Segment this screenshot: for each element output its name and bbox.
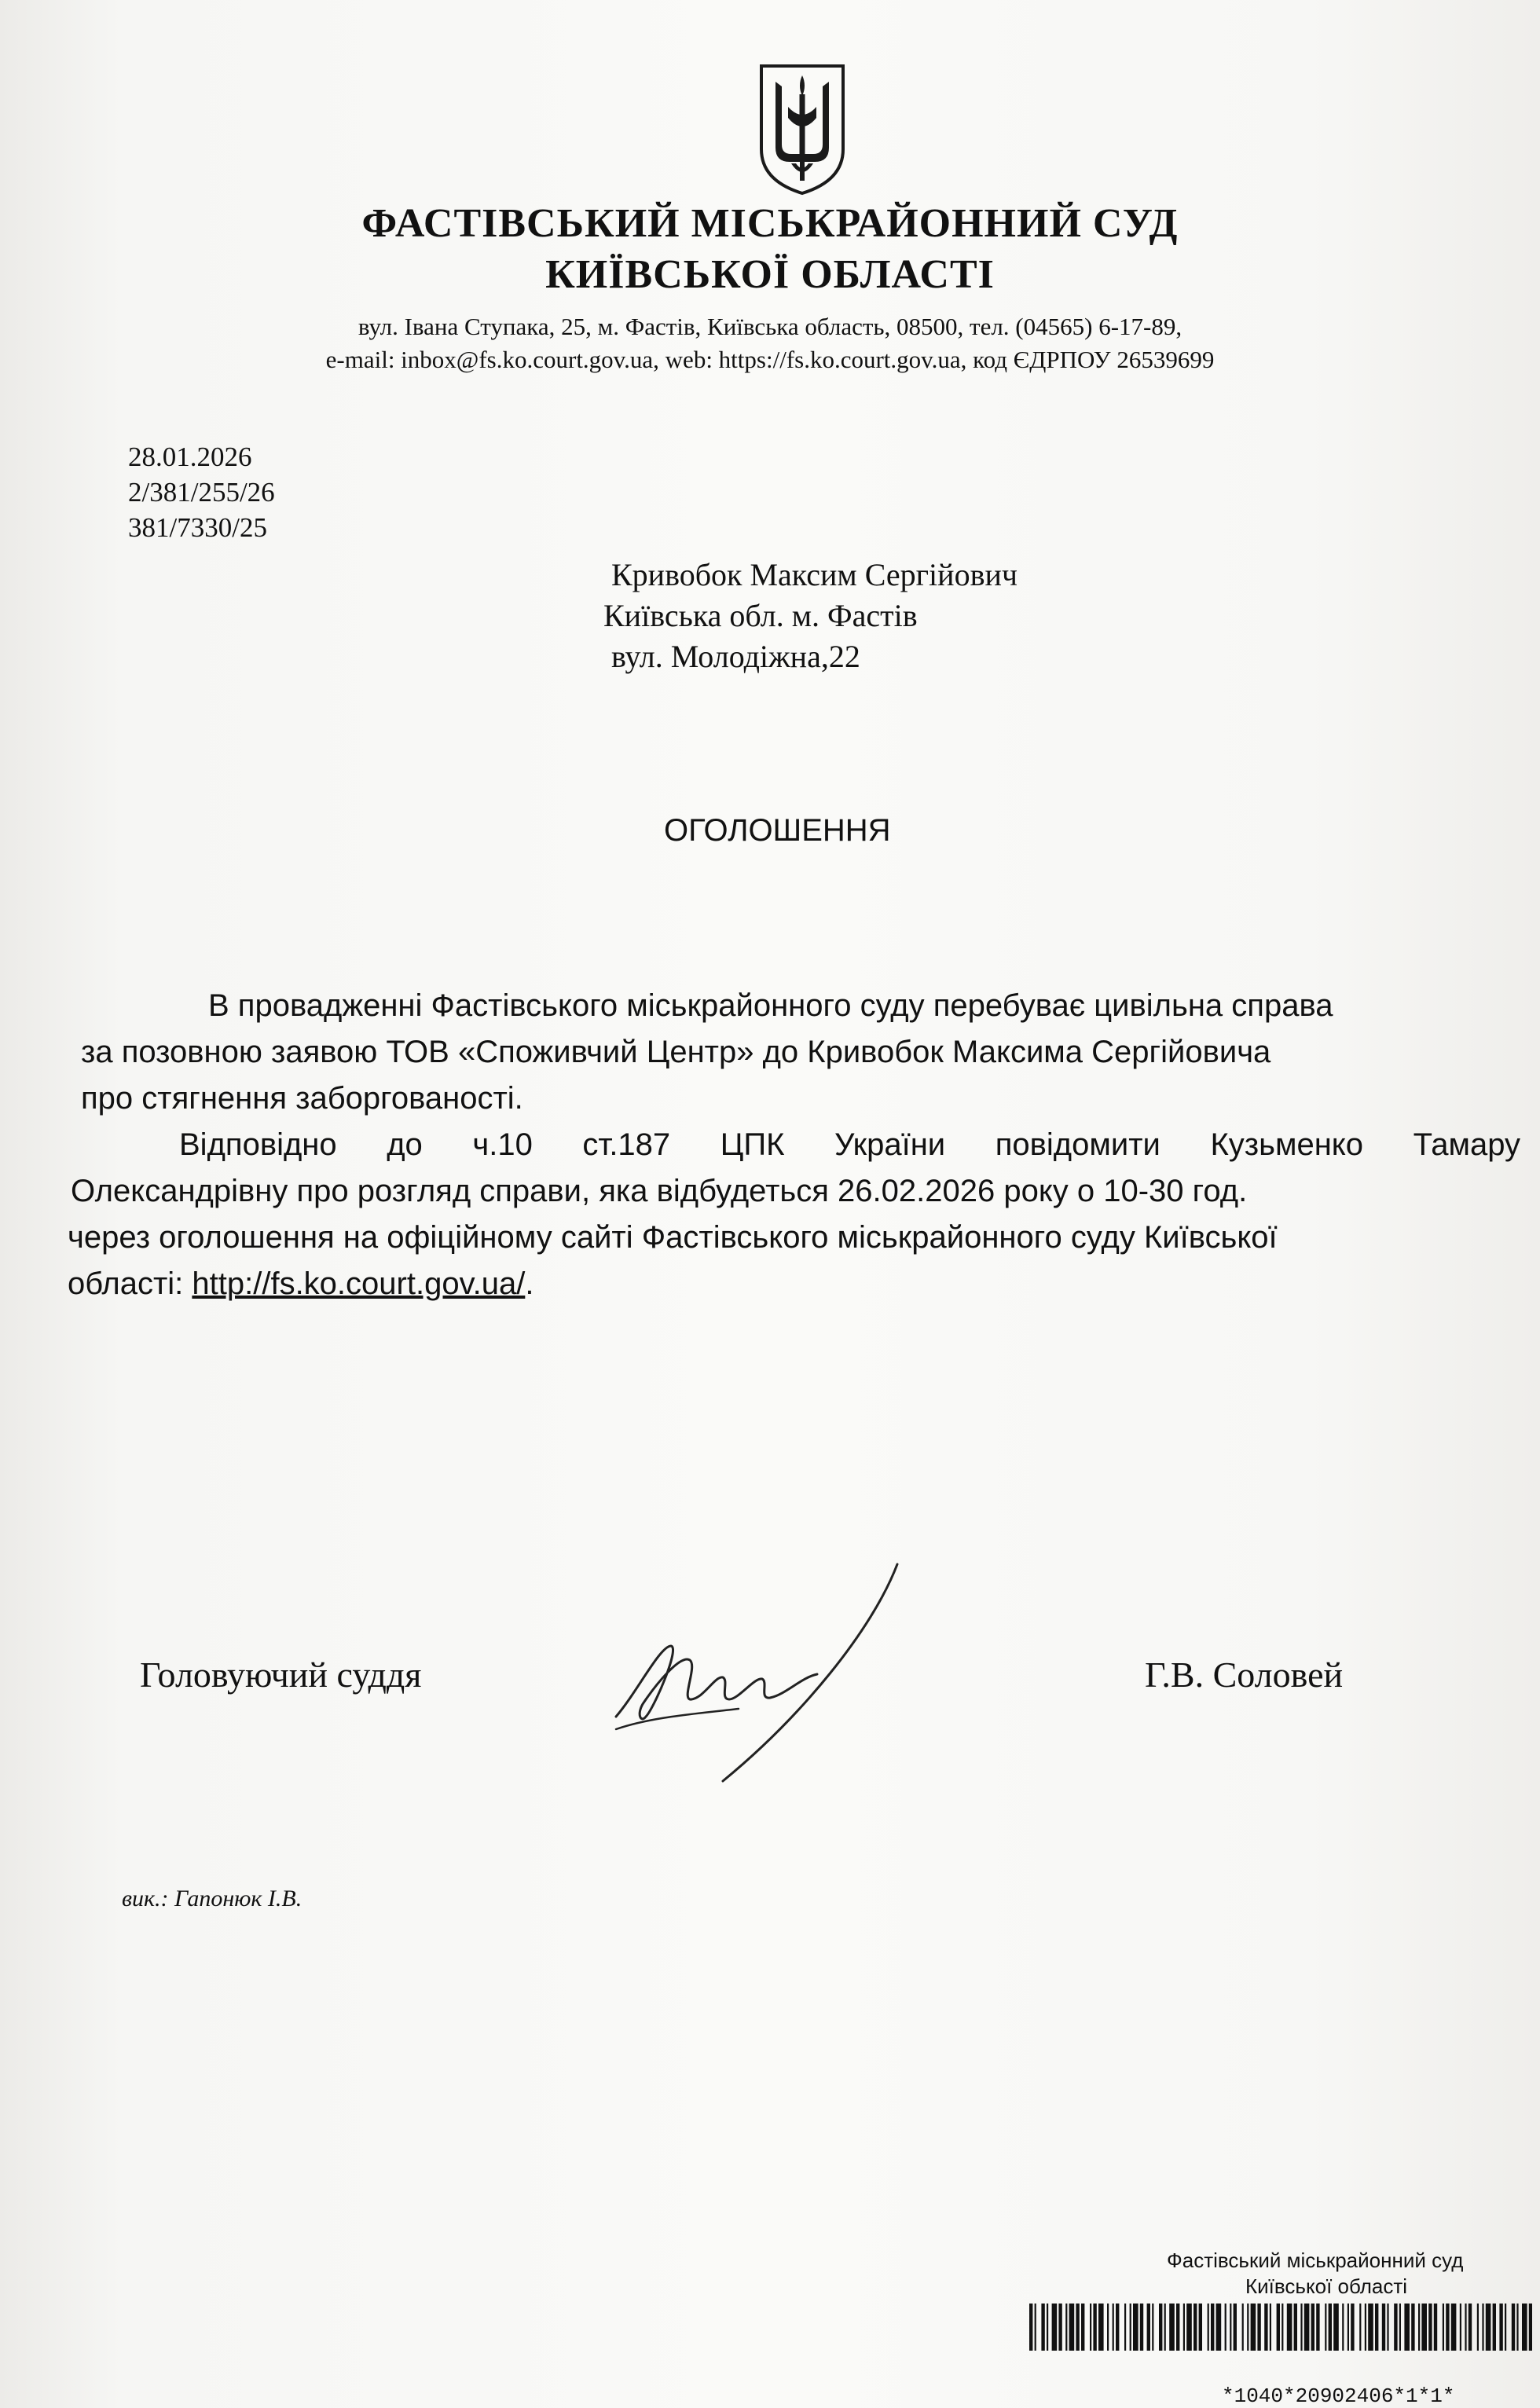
case-number: 381/7330/25: [128, 512, 267, 543]
recipient-city: Київська обл. м. Фастів: [603, 598, 918, 633]
notice-p1-line2: за позовною заявою ТОВ «Споживчий Центр» до Кривобок Максима Сергійовича: [81, 1035, 1271, 1069]
notice-p2-line4-suffix: .: [525, 1266, 534, 1301]
coat-of-arms-icon: [758, 63, 846, 196]
registration-number: 2/381/255/26: [128, 477, 275, 508]
barcode-image: [1029, 2304, 1532, 2351]
judge-role: Головуючий суддя: [140, 1655, 422, 1695]
notice-p1-line3: про стягнення заборгованості.: [81, 1081, 523, 1116]
court-address: вул. Івана Ступака, 25, м. Фастів, Київська область, 08500, тел. (04565) 6-17-89,: [358, 313, 1182, 340]
judge-name: Г.В. Соловей: [1145, 1655, 1344, 1695]
stamp-court-name: Фастівський міськрайонний суд: [1167, 2249, 1464, 2272]
executor-note: вик.: Гапонюк І.В.: [122, 1886, 302, 1911]
registration-date: 28.01.2026: [128, 442, 252, 472]
notice-p2-line4: [68, 1266, 534, 1302]
notice-p1-line1: В провадженні Фастівського міськрайонного суду перебуває цивільна справа: [208, 988, 1333, 1023]
barcode-number: *1040*20902406*1*1*: [1222, 2384, 1455, 2408]
recipient-name: Кривобок Максим Сергійович: [611, 557, 1018, 592]
court-name-line1: ФАСТІВСЬКИЙ МІСЬКРАЙОННИЙ СУД: [361, 201, 1179, 246]
notice-p2-line3: через оголошення на офіційному сайті Фастівського міськрайонного суду Київської: [68, 1220, 1278, 1255]
handwritten-signature: [605, 1560, 911, 1787]
court-name-line2: КИЇВСЬКОЇ ОБЛАСТІ: [545, 252, 995, 297]
notice-p2-line1: Відповідно до ч.10 ст.187 ЦПК України повідомити Кузьменко Тамару: [179, 1127, 1520, 1162]
notice-p2-line2: Олександрівну про розгляд справи, яка відбудеться 26.02.2026 року о 10-30 год.: [71, 1174, 1248, 1208]
stamp-region: Київської області: [1245, 2274, 1408, 2298]
recipient-street: вул. Молодіжна,22: [611, 639, 860, 674]
court-contacts: e-mail: inbox@fs.ko.court.gov.ua, web: https://fs.ko.court.gov.ua, код ЄДРПОУ 26539699: [325, 346, 1215, 373]
notice-title: ОГОЛОШЕННЯ: [664, 813, 891, 848]
court-website-link[interactable]: http://fs.ko.court.gov.ua/: [192, 1266, 526, 1301]
notice-p2-line4-prefix: області:: [68, 1266, 192, 1301]
